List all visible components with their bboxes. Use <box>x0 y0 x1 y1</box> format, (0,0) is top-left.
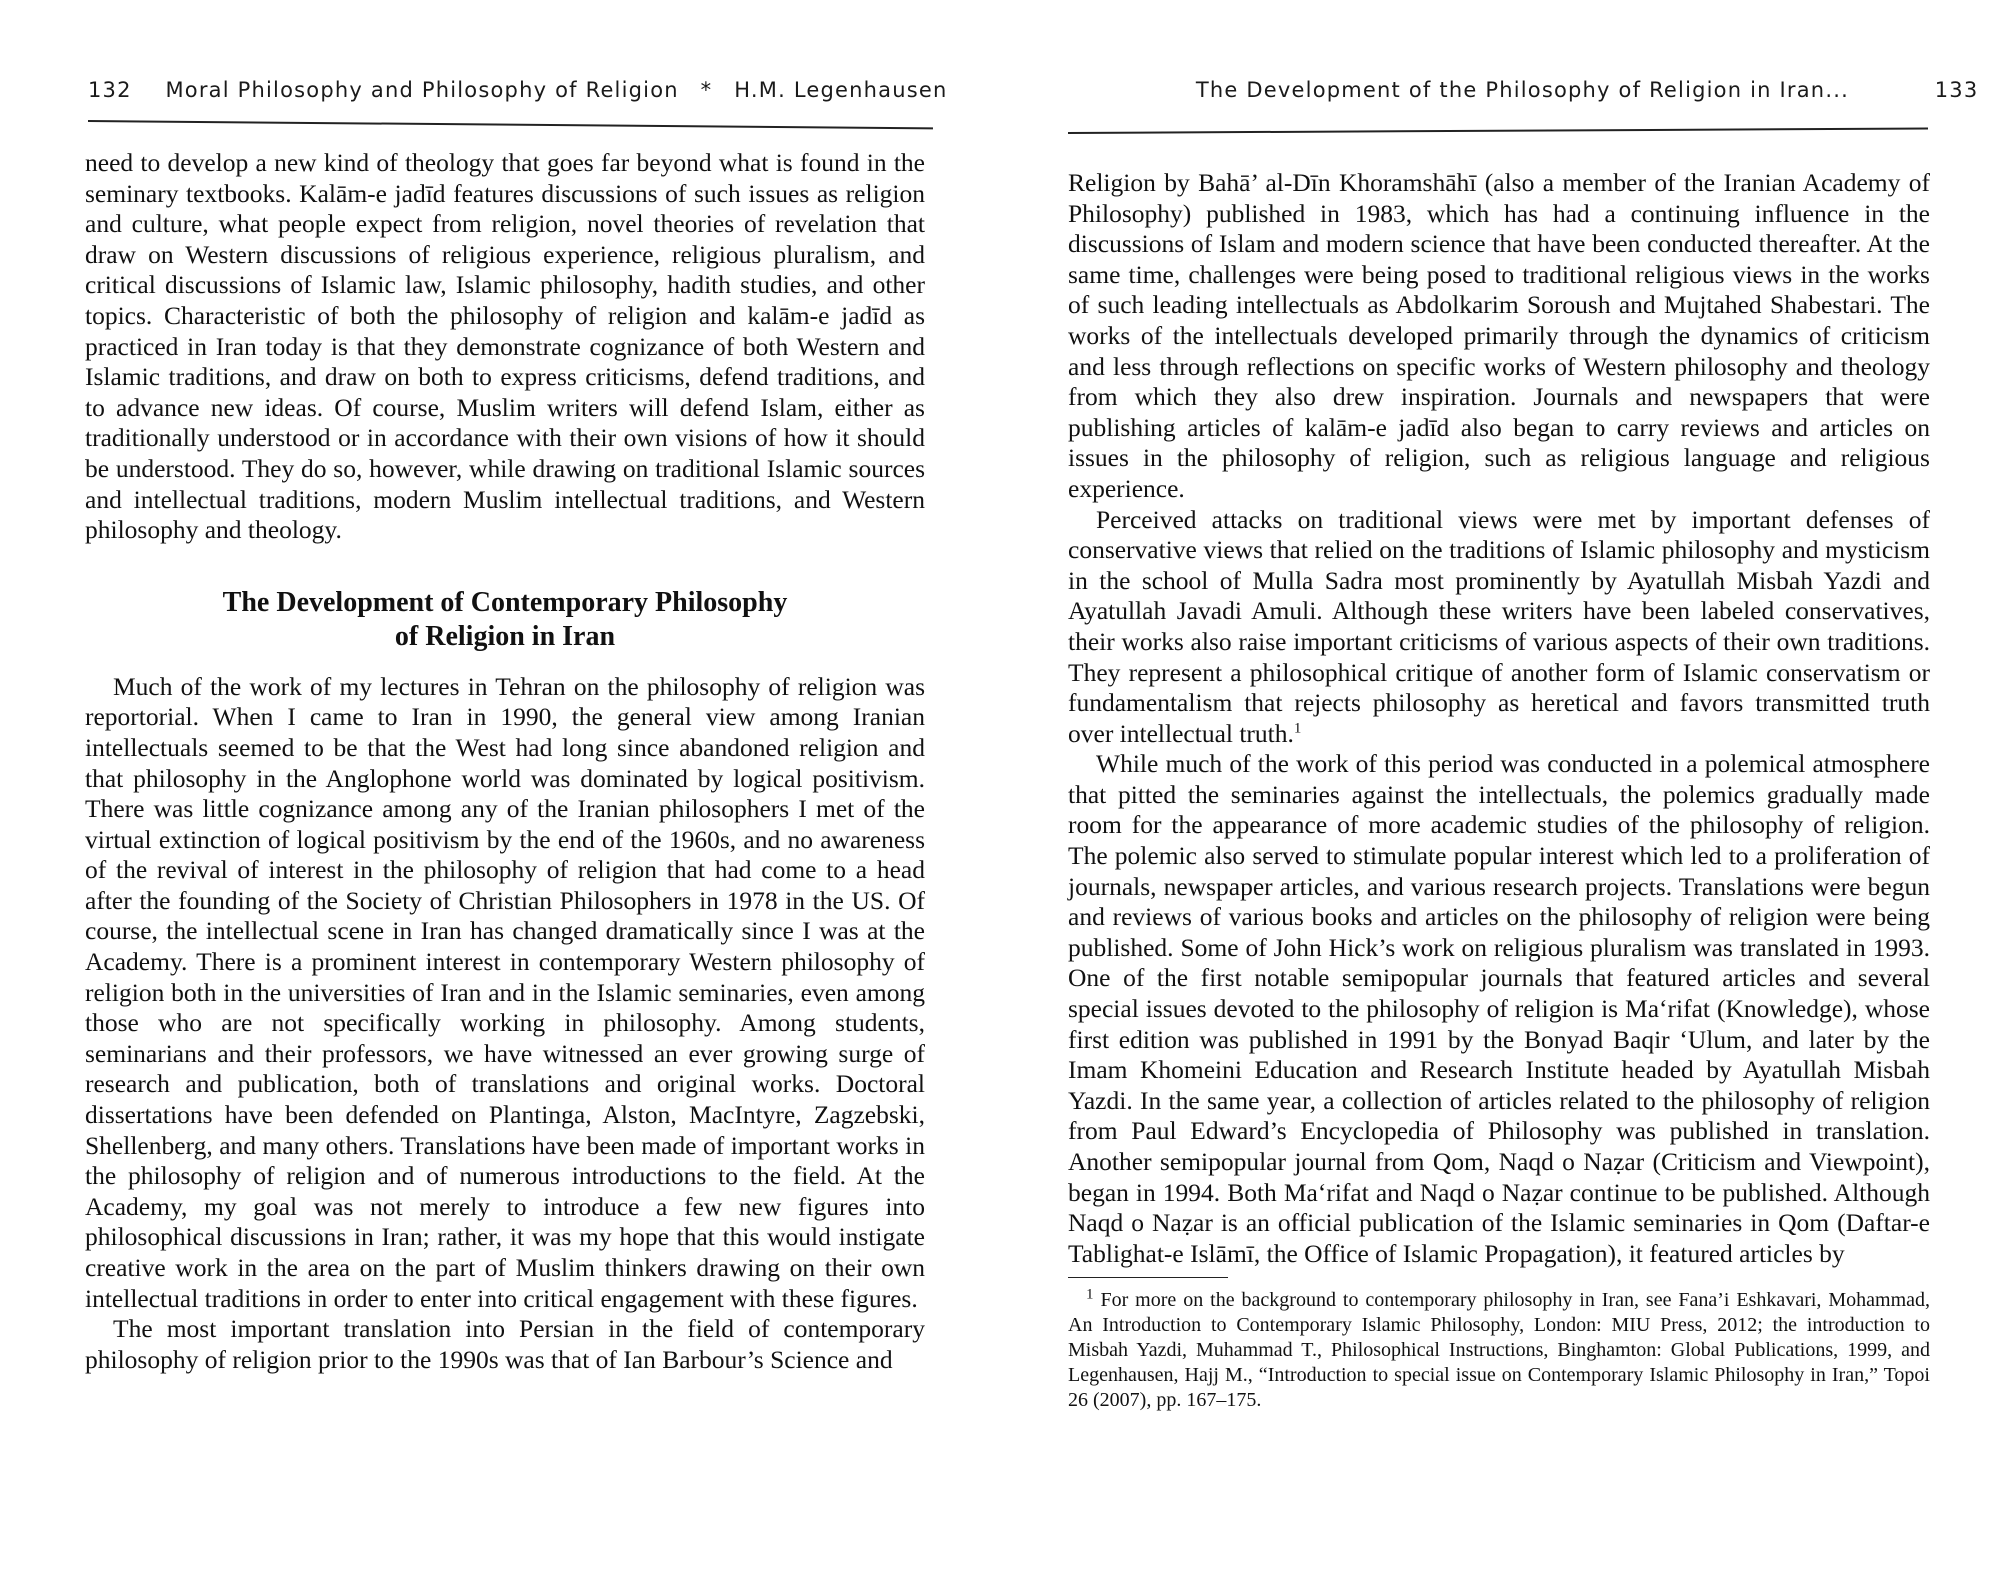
left-book-title: Moral Philosophy and Philosophy of Religion <box>165 78 679 102</box>
right-body <box>1068 168 1930 1413</box>
right-paragraph-2 <box>1068 505 1930 750</box>
right-running-header <box>1068 78 1979 114</box>
footnote-rule <box>1068 1277 1228 1278</box>
left-paragraph-2: Much of the work of my lectures in Tehran on the philosophy of religion was reportorial. When I came to Iran in 1990, the general view among Iranian intellectuals seemed to be that the West had long since abandoned religion and that philosophy in the Anglophone world was dominated by logical positivism. There was little cognizance among any of the Iranian philosophers I met of the virtual extinction of logical positivism by the end of the 1960s, and no awareness of the revival of interest in the philosophy of religion that had come to a head after the founding of the Society of Christian Philosophers in 1978 in the US. Of course, the intellectual scene in Iran has changed dramatically since I was at the Academy. There is a prominent interest in contemporary Western philosophy of religion both in the universities of Iran and in the Islamic seminaries, even among those who are not specifically working in philosophy. Among students, seminarians and their professors, we have witnessed an ever growing surge of research and publication, both of translations and original works. Doctoral dissertations have been defended on Plantinga, Alston, MacIntyre, Zagzebski, Shellenberg, and many others. Translations have been made of important works in the philosophy of religion and of numerous introductions to the field. At the Academy, my goal was not merely to introduce a few new figures into philosophical discussions in Iran; rather, it was my hope that this would instigate creative work in the area on the part of Muslim thinkers drawing on their own intellectual traditions in order to enter into critical engagement with these figures. <box>85 671 925 1313</box>
footnote-marker: 1 <box>1293 720 1302 737</box>
left-author: H.M. Legenhausen <box>734 78 948 102</box>
footnote <box>1068 1288 1930 1413</box>
header-separator: * <box>700 78 713 102</box>
section-title-line-1: The Development of Contemporary Philosophy <box>222 586 788 618</box>
right-paragraph-2-text: Perceived attacks on traditional views were met by important defenses of conservative views that relied on the traditions of Islamic philosophy and mysticism in the school of Mulla Sadra most prominently by Ayatullah Misbah Yazdi and Ayatullah Javadi Amuli. Although these writers have been labeled conservatives, their works also raise important criticisms of various aspects of their own traditions. They represent a philosophical critique of another form of Islamic conservatism or fundamentalism that rejects philosophy as heretical and favors transmitted truth over intellectual truth. <box>1068 504 1930 748</box>
right-paragraph-1: Religion by Bahā’ al-Dīn Khoramshāhī (also a member of the Iranian Academy of Philosophy) published in 1983, which has had a continuing influence in the discussions of Islam and modern science that have been conducted thereafter. At the same time, challenges were being posed to traditional religious views in the works of such leading intellectuals as Abdolkarim Soroush and Mujtahed Shabestari. The works of the intellectuals developed primarily through the dynamics of criticism and less through reflections on specific works of Western philosophy and theology from which they also drew inspiration. Journals and newspapers that were publishing articles of kalām-e jadīd also began to carry reviews and articles on issues in the philosophy of religion, such as religious language and religious experience. <box>1068 168 1930 503</box>
right-page <box>1000 0 2000 1577</box>
left-paragraph-3: The most important translation into Persian in the field of contemporary philosophy of religion prior to the 1990s was that of Ian Barbour’s Science and <box>85 1314 925 1374</box>
left-body <box>85 148 925 1375</box>
left-paragraph-1: need to develop a new kind of theology that goes far beyond what is found in the seminary textbooks. Kalām-e jadīd features discussions of such issues as religion and culture, what people expect from religion, novel theories of revelation that draw on Western discussions of religious experience, religious pluralism, and critical discussions of Islamic law, Islamic philosophy, hadith studies, and other topics. Characteristic of both the philosophy of religion and kalām-e jadīd as practiced in Iran today is that they demonstrate cognizance of both Western and Islamic traditions, and draw on both to express criticisms, defend traditions, and to advance new ideas. Of course, Muslim writers will defend Islam, either as traditionally understood or in accordance with their own visions of how it should be understood. They do so, however, while drawing on traditional Islamic sources and intellectual traditions, modern Muslim intellectual traditions, and Western philosophy and theology. <box>85 148 925 545</box>
left-page-number: 132 <box>88 78 132 102</box>
footnote-number: 1 <box>1086 1286 1094 1303</box>
footnote-text: For more on the background to contemporary philosophy in Iran, see Fana’i Eshkavari, Mohammad, An Introduction to Contemporary Islamic Philosophy, London: MIU Press, 2012; the introduction to Misbah Yazdi, Muhammad T., Philosophical Instructions, Binghamton: Global Publications, 1999, and Legenhausen, Hajj M., “Introduction to special issue on Contemporary Islamic Philosophy in Iran,” Topoi 26 (2007), pp. 167–175. <box>1068 1289 1931 1412</box>
right-paragraph-3: While much of the work of this period was conducted in a polemical atmosphere that pitted the seminaries against the intellectuals, the polemics gradually made room for the appearance of more academic studies of the philosophy of religion. The polemic also served to stimulate popular interest which led to a proliferation of journals, newspaper articles, and various research projects. Translations were begun and reviews of various books and articles on the philosophy of religion were being published. Some of John Hick’s work on religious pluralism was translated in 1993. One of the first notable semipopular journals that featured articles and several special issues devoted to the philosophy of religion is Ma‘rifat (Knowledge), whose first edition was published in 1991 by the Bonyad Baqir ‘Ulum, and later by the Imam Khomeini Education and Research Institute headed by Ayatullah Misbah Yazdi. In the same year, a collection of articles related to the philosophy of religion from Paul Edward’s Encyclopedia of Philosophy was published in translation. Another semipopular journal from Qom, Naqd o Naẓar (Criticism and Viewpoint), began in 1994. Both Ma‘rifat and Naqd o Naẓar continue to be published. Although Naqd o Naẓar is an official publication of the Islamic seminaries in Qom (Daftar-e Tablighat-e Islāmī, the Office of Islamic Propagation), it featured articles by <box>1068 749 1930 1268</box>
right-header-rule <box>1068 127 1928 134</box>
right-page-number: 133 <box>1934 78 1979 102</box>
section-title <box>85 586 925 654</box>
section-title-line-2: of Religion in Iran <box>394 620 616 652</box>
left-header-rule <box>88 120 933 129</box>
left-running-header <box>88 78 948 114</box>
right-running-title: The Development of the Philosophy of Religion in Iran... <box>1195 78 1849 102</box>
